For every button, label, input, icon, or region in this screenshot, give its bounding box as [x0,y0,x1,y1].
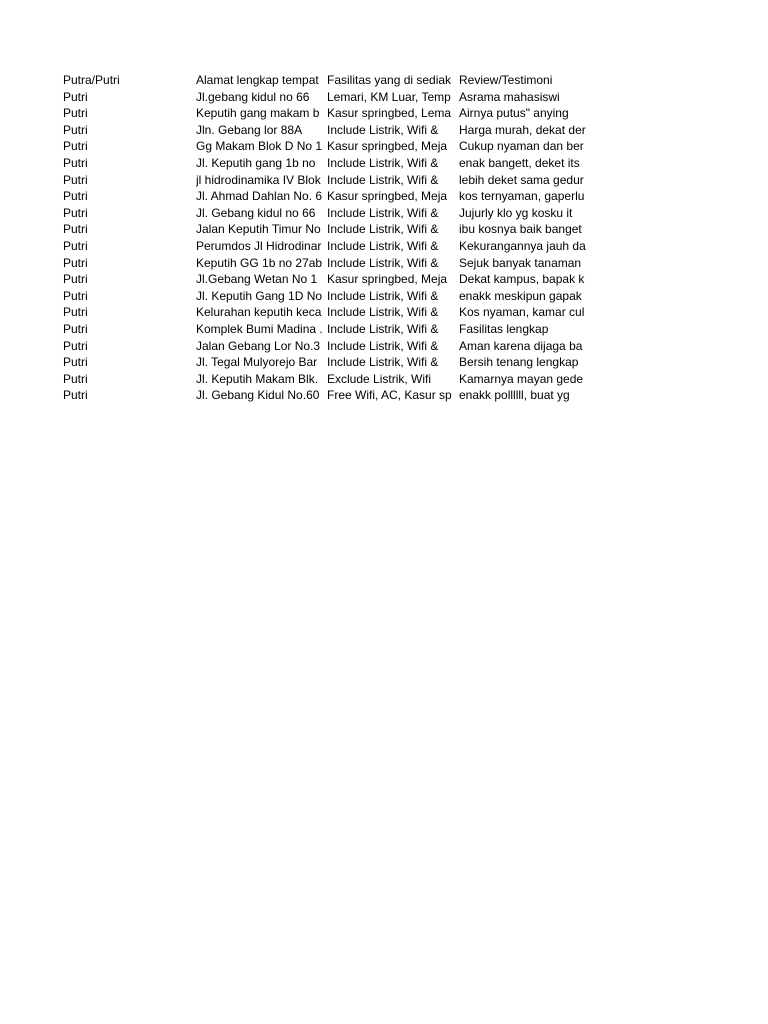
cell-facilities: Include Listrik, Wifi & [327,205,439,220]
cell-gender: Putri [63,238,88,253]
cell-facilities: Exclude Listrik, Wifi [327,371,432,386]
cell-facilities: Kasur springbed, Meja [327,139,448,154]
header-cell-address: Alamat lengkap tempat [196,73,319,87]
cell-review: enak bangett, deket its [459,155,580,170]
header-cell-review: Review/Testimoni [459,73,553,87]
cell-review: Kamarnya mayan gede [459,371,584,386]
cell-gender: Putri [63,222,88,237]
cell-facilities: Include Listrik, Wifi & [327,222,439,237]
table-row [63,338,590,355]
cell-address: Jalan Keputih Timur No [196,222,321,237]
cell-review: Aman karena dijaga ba [459,338,583,353]
cell-review: kos ternyaman, gaperlu [459,189,585,204]
cell-facilities: Include Listrik, Wifi & [327,255,439,270]
cell-review: Bersih tenang lengkap [459,355,579,370]
table-row [63,105,590,122]
cell-facilities: Include Listrik, Wifi & [327,305,439,320]
cell-facilities: Include Listrik, Wifi & [327,338,439,353]
cell-facilities: Lemari, KM Luar, Temp [327,89,451,104]
cell-gender: Putri [63,89,88,104]
cell-gender: Putri [63,388,88,403]
cell-address: Keputih GG 1b no 27ab [196,255,323,270]
spreadsheet-body [63,72,590,404]
table-row [63,304,590,321]
cell-review: Asrama mahasiswi [459,89,560,104]
cell-review: Airnya putus" anying [459,106,569,121]
cell-gender: Putri [63,189,88,204]
cell-address: Gg Makam Blok D No 1 [196,139,323,154]
cell-gender: Putri [63,305,88,320]
cell-address: jl hidrodinamika IV Blok [196,172,321,187]
cell-review: Dekat kampus, bapak k [459,272,585,287]
cell-review: enakk pollllll, buat yg [459,388,570,403]
table-row [63,122,590,139]
cell-address: Jl.gebang kidul no 66 [196,89,310,104]
cell-gender: Putri [63,272,88,287]
cell-gender: Putri [63,139,88,154]
cell-gender: Putri [63,338,88,353]
cell-address: Jl. Ahmad Dahlan No. 6 [196,189,323,204]
table-row [63,271,590,288]
table-row [63,138,590,155]
table-row [63,354,590,371]
cell-review: Harga murah, dekat der [459,122,586,137]
cell-gender: Putri [63,371,88,386]
cell-gender: Putri [63,288,88,303]
cell-facilities: Include Listrik, Wifi & [327,288,439,303]
cell-review: Fasilitas lengkap [459,321,549,336]
table-row [63,371,590,388]
cell-address: Jl. Tegal Mulyorejo Bar [196,355,318,370]
cell-facilities: Include Listrik, Wifi & [327,155,439,170]
cell-address: Jl.Gebang Wetan No 1 [196,272,318,287]
cell-facilities: Free Wifi, AC, Kasur sp [327,388,452,403]
cell-gender: Putri [63,122,88,137]
table-row [63,221,590,238]
cell-facilities: Include Listrik, Wifi & [327,321,439,336]
cell-address: Jl. Keputih Makam Blk. [196,371,319,386]
cell-review: lebih deket sama gedur [459,172,584,187]
cell-review: Kekurangannya jauh da [459,238,586,253]
cell-address: Kelurahan keputih keca [196,305,322,320]
cell-gender: Putri [63,106,88,121]
table-row [63,288,590,305]
table-row [63,155,590,172]
table-row [63,89,590,106]
cell-review: Jujurly klo yg kosku it [459,205,573,220]
cell-gender: Putri [63,205,88,220]
table-row [63,205,590,222]
cell-facilities: Include Listrik, Wifi & [327,172,439,187]
cell-review: Cukup nyaman dan ber [459,139,584,154]
cell-review: enakk meskipun gapak [459,288,582,303]
cell-facilities: Include Listrik, Wifi & [327,238,439,253]
cell-review: Kos nyaman, kamar cul [459,305,585,320]
cell-gender: Putri [63,255,88,270]
cell-address: Jalan Gebang Lor No.3 [196,338,321,353]
cell-gender: Putri [63,355,88,370]
spreadsheet-table [63,72,590,404]
cell-address: Jl. Gebang kidul no 66 [196,205,316,220]
table-row [63,238,590,255]
cell-address: Jl. Gebang Kidul No.60 [196,388,320,403]
cell-address: Keputih gang makam b [196,106,320,121]
cell-review: ibu kosnya baik banget [459,222,582,237]
cell-facilities: Include Listrik, Wifi & [327,355,439,370]
cell-address: Perumdos Jl Hidrodinar [196,238,322,253]
table-row [63,321,590,338]
table-row [63,255,590,272]
table-row [63,172,590,189]
cell-facilities: Kasur springbed, Lema [327,106,452,121]
table-row [63,387,590,404]
cell-address: Komplek Bumi Madina . [196,321,323,336]
cell-facilities: Kasur springbed, Meja [327,189,448,204]
header-row [63,72,590,89]
table-row [63,188,590,205]
cell-address: Jl. Keputih gang 1b no [196,155,316,170]
cell-address: Jl. Keputih Gang 1D No [196,288,323,303]
cell-facilities: Kasur springbed, Meja [327,272,448,287]
cell-facilities: Include Listrik, Wifi & [327,122,439,137]
header-cell-facilities: Fasilitas yang di sediak [327,73,452,87]
cell-review: Sejuk banyak tanaman [459,255,582,270]
header-cell-gender: Putra/Putri [63,73,120,87]
cell-address: Jln. Gebang lor 88A [196,122,303,137]
cell-gender: Putri [63,321,88,336]
cell-gender: Putri [63,172,88,187]
cell-gender: Putri [63,155,88,170]
